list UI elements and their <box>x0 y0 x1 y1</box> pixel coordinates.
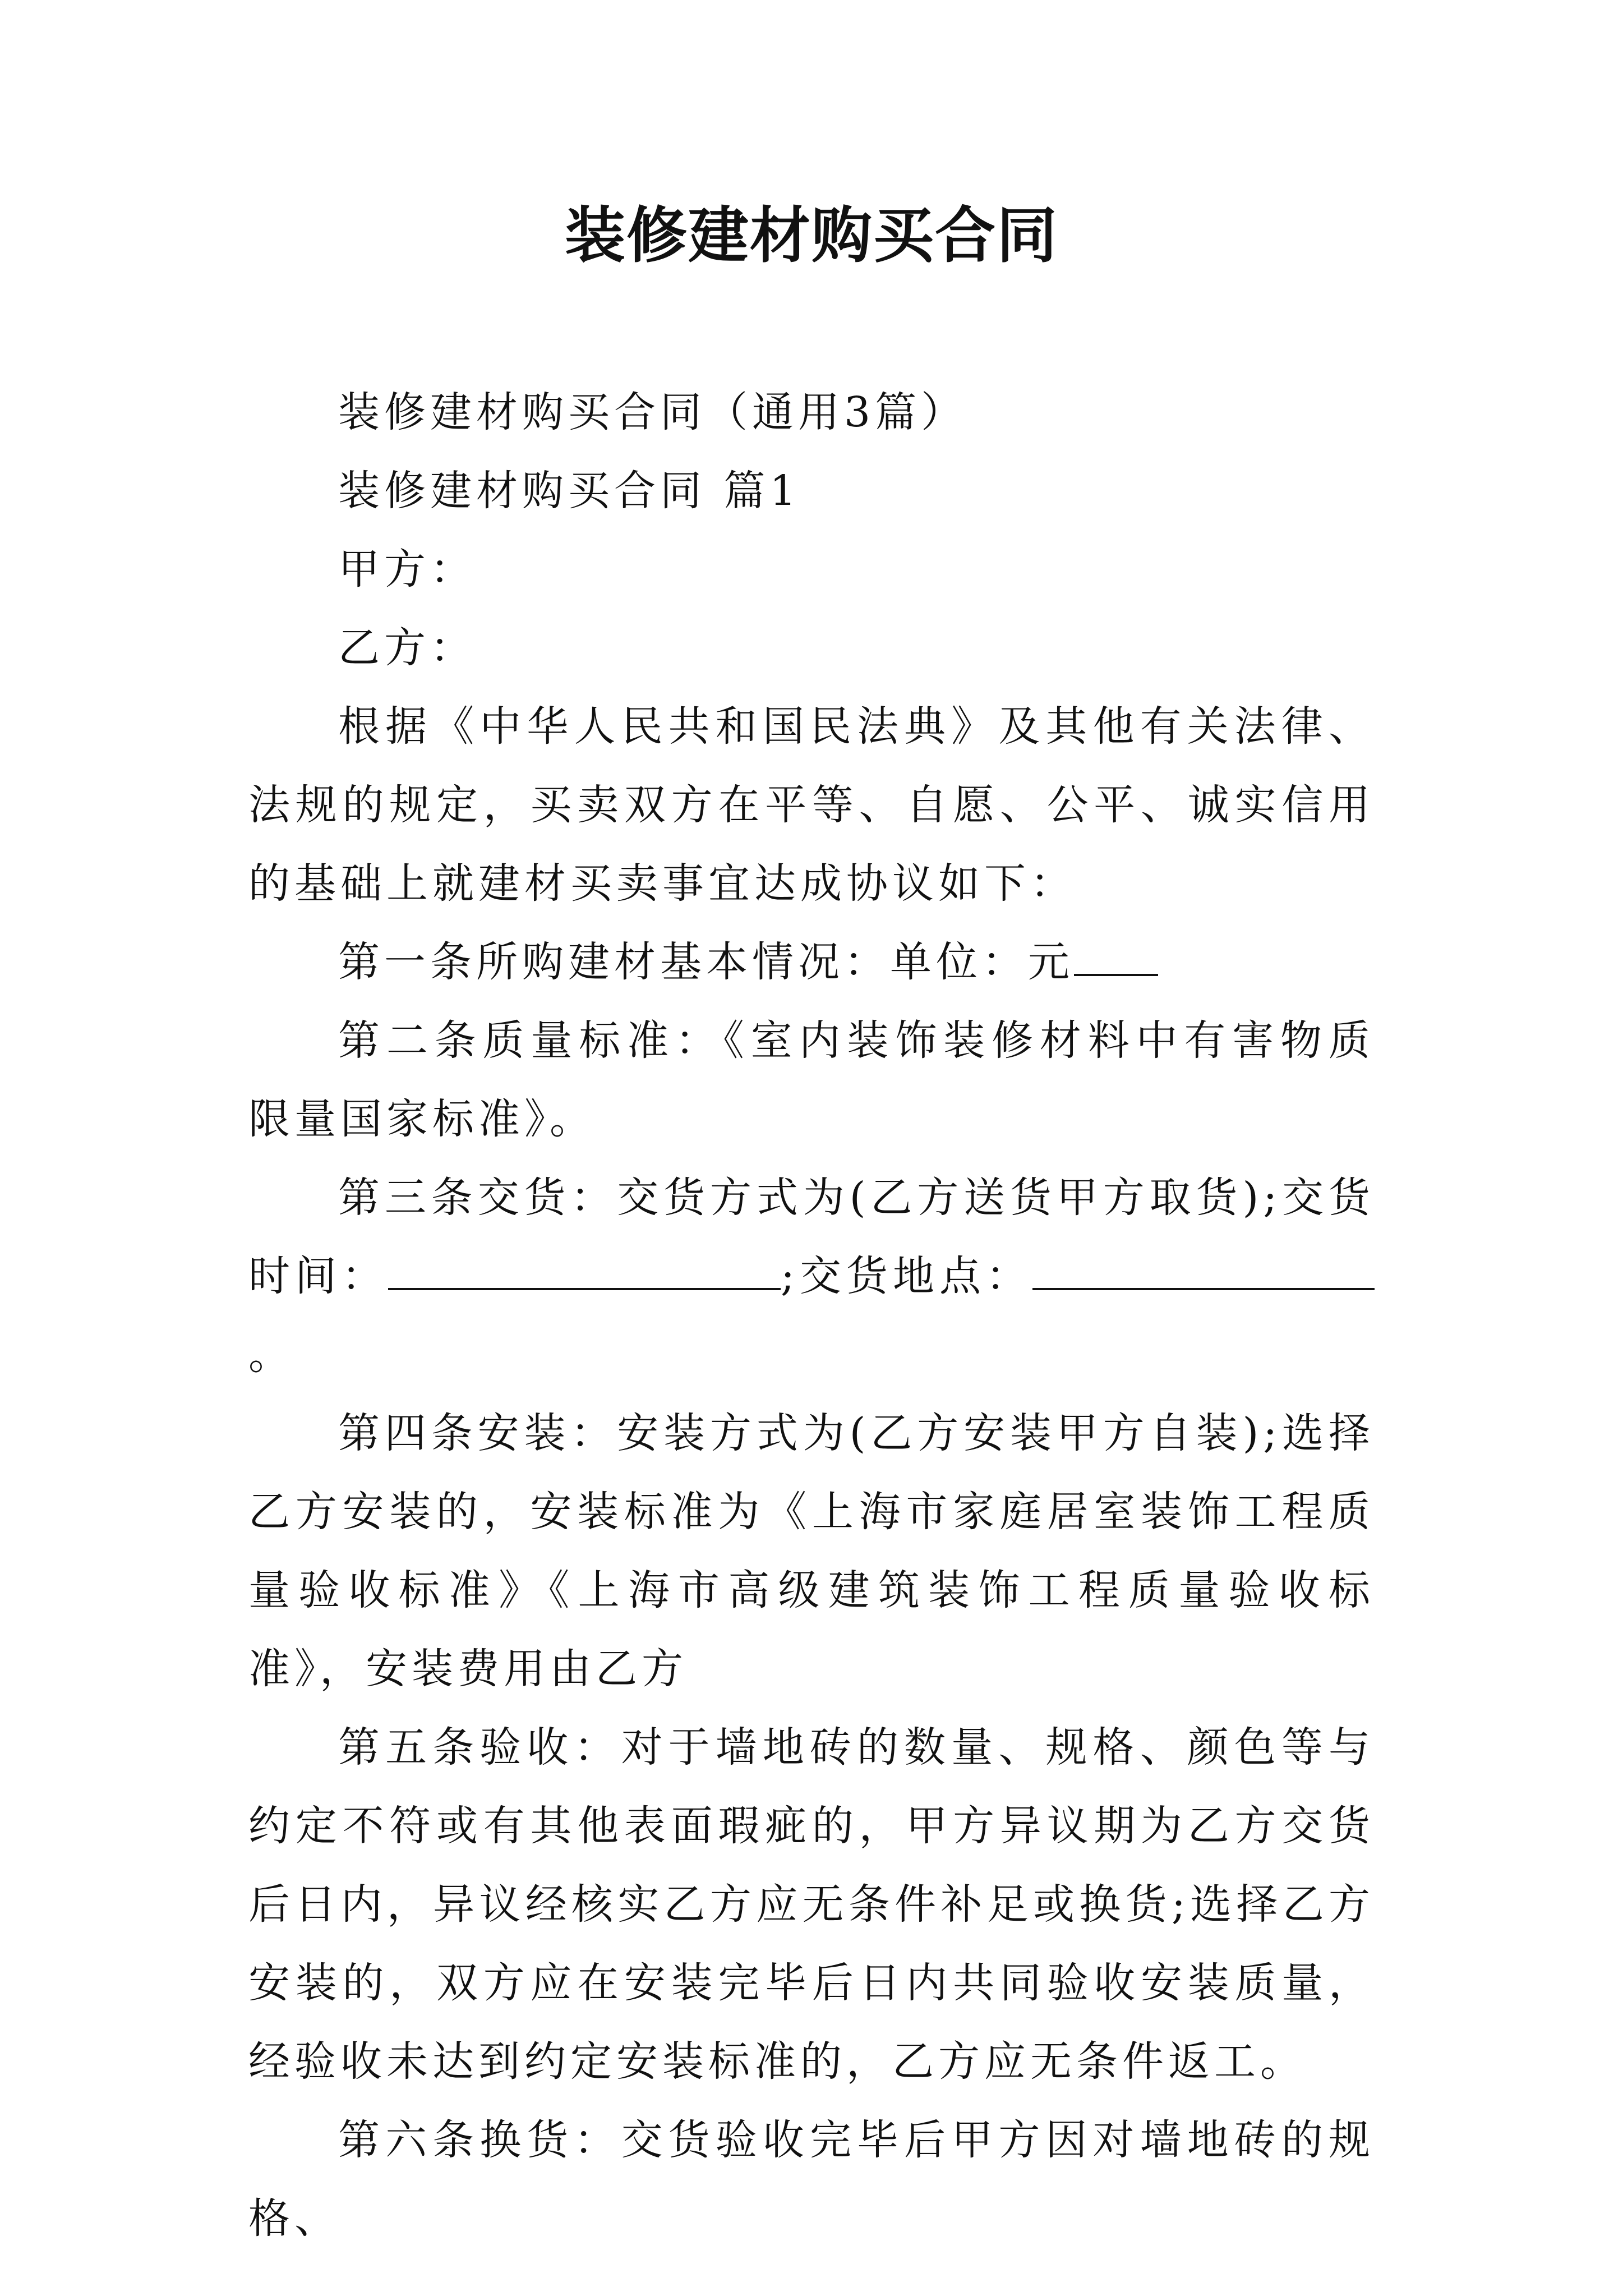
article-3-text-1: 第三条交货：交货方式为(乙方送货甲方取货);交货时间： <box>248 1174 1375 1300</box>
section-heading: 装修建材购买合同 篇1 <box>338 467 801 515</box>
intro-paragraph: 根据《中华人民共和国民法典》及其他有关法律、法规的规定，买卖双方在平等、自愿、公平、诚实信用的基础上就建材买卖事宜达成协议如下： <box>248 702 1375 908</box>
unit-blank-line <box>1074 935 1158 976</box>
article-4: 第四条安装：安装方式为(乙方安装甲方自装);选择乙方安装的，安装标准为《上海市家庭居室装饰工程质量验收标准》《上海市高级建筑装饰工程质量验收标准》，安装费用由乙方 <box>248 1409 1375 1693</box>
article-3-text-2: ;交货地点： <box>781 1252 1033 1300</box>
article-1-text: 第一条所购建材基本情况：单位：元 <box>338 938 1074 986</box>
article-3-text-3: 。 <box>248 1331 294 1379</box>
party-a-line: 甲方： <box>338 545 476 593</box>
party-b-line: 乙方： <box>338 624 476 672</box>
delivery-time-blank-line <box>388 1249 781 1290</box>
article-6: 第六条换货：交货验收完毕后甲方因对墙地砖的规格、 <box>248 2116 1375 2243</box>
document-body <box>248 373 1375 2258</box>
document-title: 装修建材购买合同 <box>564 200 1058 271</box>
document-subtitle: 装修建材购买合同（通用3篇） <box>338 388 967 436</box>
delivery-place-blank-line <box>1032 1249 1375 1290</box>
article-2: 第二条质量标准：《室内装饰装修材料中有害物质限量国家标准》。 <box>248 1016 1375 1143</box>
article-3 <box>248 1158 1375 1394</box>
article-5: 第五条验收：对于墙地砖的数量、规格、颜色等与约定不符或有其他表面瑕疵的，甲方异议期为乙方交货后日内，异议经核实乙方应无条件补足或换货;选择乙方安装的，双方应在安装完毕后日内共同验收安装质量，经验收未达到约定安装标准的，乙方应无条件返工。 <box>248 1723 1375 2086</box>
article-1 <box>248 923 1375 1001</box>
